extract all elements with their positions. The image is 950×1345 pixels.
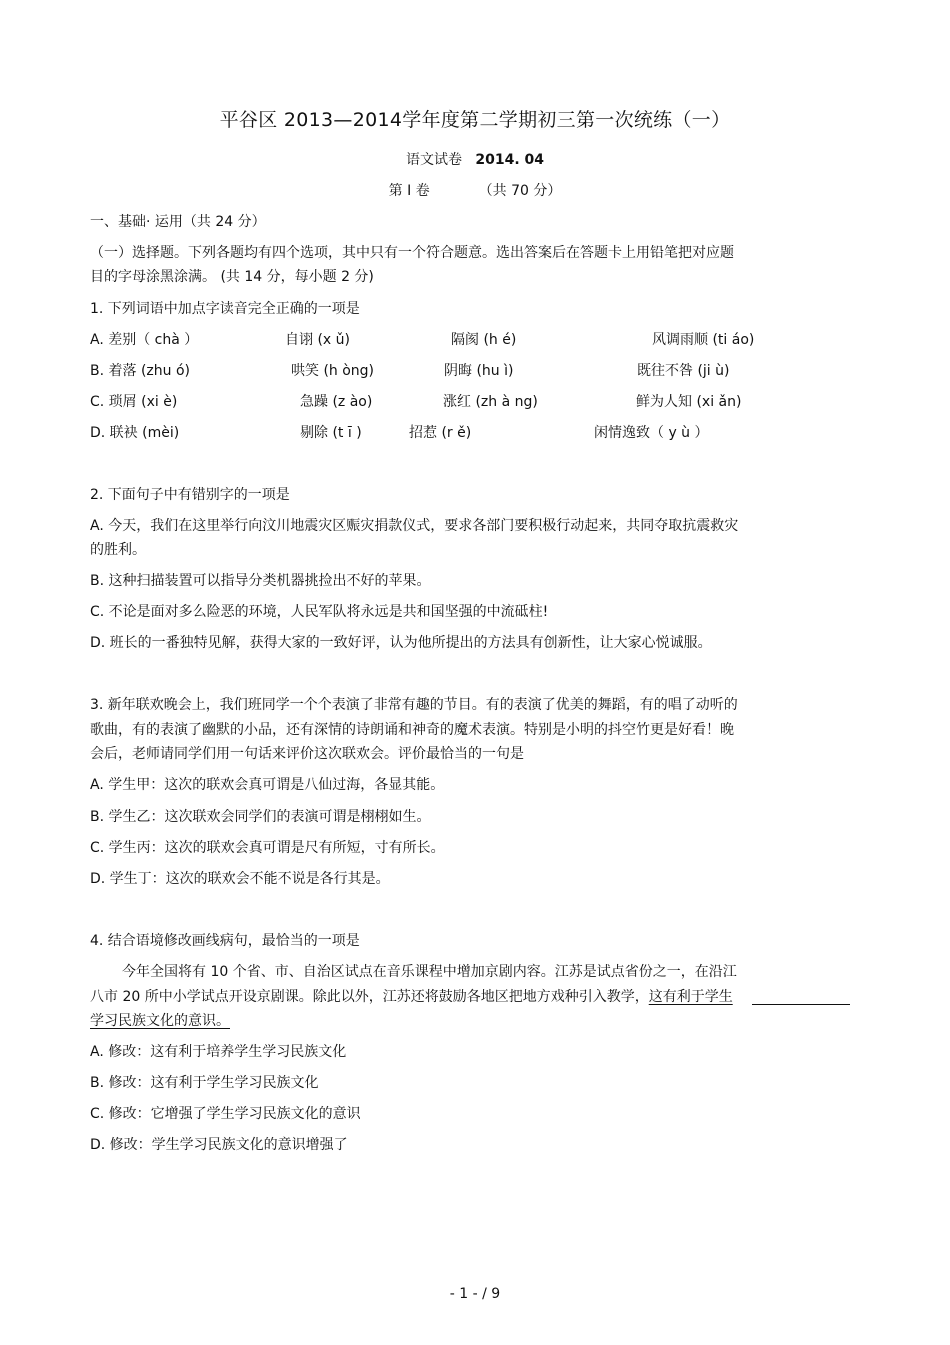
instructions-line-2: 目的字母涂黑涂满。 (共 14 分，每小题 2 分) [90, 269, 374, 285]
instructions-line-1: （一）选择题。下列各题均有四个选项，其中只有一个符合题意。选出答案后在答题卡上用铅笔把对应题 [90, 245, 734, 261]
q3-stem-line-3: 会后，老师请同学们用一句话来评价这次联欢会。评价最恰当的一句是 [90, 746, 524, 762]
volume-heading [0, 182, 950, 200]
q3-stem-line-1: 3. 新年联欢晚会上，我们班同学一个个表演了非常有趣的节目。有的表演了优美的舞蹈，有的唱了动听的 [90, 697, 738, 713]
q4-option-b: B. 修改：这有利于学生学习民族文化 [90, 1075, 319, 1091]
q1-option-d-1: D. 联袂 (mèi) [90, 425, 180, 441]
q1-option-b-3: 阴晦 (hu ì) [444, 363, 514, 379]
q4-option-c: C. 修改：它增强了学生学习民族文化的意识 [90, 1106, 361, 1122]
q4-passage-line-2 [90, 988, 733, 1006]
q4-option-d: D. 修改：学生学习民族文化的意识增强了 [90, 1137, 348, 1153]
q2-option-a-line-2: 的胜利。 [90, 542, 146, 558]
q1-option-a-2: 自诩 (x ǔ) [285, 332, 350, 348]
underline-extension [752, 1004, 850, 1005]
q1-option-d-2: 剔除 (t ī ) [300, 425, 362, 441]
q4-passage-line-1: 今年全国将有 10 个省、市、自治区试点在音乐课程中增加京剧内容。江苏是试点省份之一，在沿江 [122, 964, 737, 980]
q4-underlined-sentence-start: 这有利于学生 [648, 989, 733, 1005]
subtitle-date: 2014. 04 [475, 152, 544, 168]
section-heading: 一、基础· 运用（共 24 分） [90, 214, 266, 230]
q2-option-b: B. 这种扫描装置可以指导分类机器挑捡出不好的苹果。 [90, 573, 431, 589]
q1-option-a-3: 隔阂 (h é) [451, 332, 517, 348]
q4-stem: 4. 结合语境修改画线病句，最恰当的一项是 [90, 933, 360, 949]
q3-option-a: A. 学生甲：这次的联欢会真可谓是八仙过海，各显其能。 [90, 777, 445, 793]
subtitle-label: 语文试卷 [406, 152, 462, 168]
q1-option-c-3: 涨红 (zh à ng) [443, 394, 538, 410]
q1-option-b-4: 既往不咎 (ji ù) [637, 363, 730, 379]
page-number: - 1 - / 9 [449, 1286, 501, 1302]
q3-option-b: B. 学生乙：这次联欢会同学们的表演可谓是栩栩如生。 [90, 809, 431, 825]
q2-option-d: D. 班长的一番独特见解，获得大家的一致好评，认为他所提出的方法具有创新性，让大家心悦诚服。 [90, 635, 712, 651]
volume-label: 第 I 卷 [388, 183, 430, 199]
paper-subtitle [0, 151, 950, 169]
q1-option-c-1: C. 琐屑 (xi è) [90, 394, 178, 410]
volume-score: （共 70 分） [478, 183, 562, 199]
q4-passage-text: 八市 20 所中小学试点开设京剧课。除此以外，江苏还将鼓励各地区把地方戏种引入教学， [90, 989, 649, 1005]
q1-stem: 1. 下列词语中加点字读音完全正确的一项是 [90, 301, 360, 317]
q4-passage-line-3 [90, 1012, 230, 1030]
q1-option-d-3: 招惹 (r ě) [409, 425, 472, 441]
q1-option-c-4: 鲜为人知 (xi ǎn) [636, 394, 742, 410]
q1-option-d-4: 闲情逸致（ y ù ） [594, 425, 709, 441]
q4-option-a: A. 修改：这有利于培养学生学习民族文化 [90, 1044, 347, 1060]
q1-option-b-1: B. 着落 (zhu ó) [90, 363, 190, 379]
q2-stem: 2. 下面句子中有错别字的一项是 [90, 487, 290, 503]
q3-option-c: C. 学生丙：这次的联欢会真可谓是尺有所短，寸有所长。 [90, 840, 445, 856]
q3-stem-line-2: 歌曲，有的表演了幽默的小品，还有深情的诗朗诵和神奇的魔术表演。特别是小明的抖空竹更是好看！晚 [90, 722, 734, 738]
q4-underlined-sentence-end: 学习民族文化的意识。 [90, 1013, 230, 1029]
page-title: 平谷区 2013—2014学年度第二学期初三第一次统练（一） [219, 109, 731, 131]
q2-option-c: C. 不论是面对多么险恶的环境，人民军队将永远是共和国坚强的中流砥柱! [90, 604, 549, 620]
q2-option-a-line-1: A. 今天，我们在这里举行向汶川地震灾区赈灾捐款仪式，要求各部门要积极行动起来，共同夺取抗震救灾 [90, 518, 739, 534]
q1-option-c-2: 急躁 (z ào) [300, 394, 373, 410]
q3-option-d: D. 学生丁：这次的联欢会不能不说是各行其是。 [90, 871, 390, 887]
q1-option-a-4: 风调雨顺 (ti áo) [652, 332, 755, 348]
q1-option-b-2: 哄笑 (h òng) [291, 363, 375, 379]
q1-option-a-1: A. 差别（ chà ） [90, 332, 199, 348]
